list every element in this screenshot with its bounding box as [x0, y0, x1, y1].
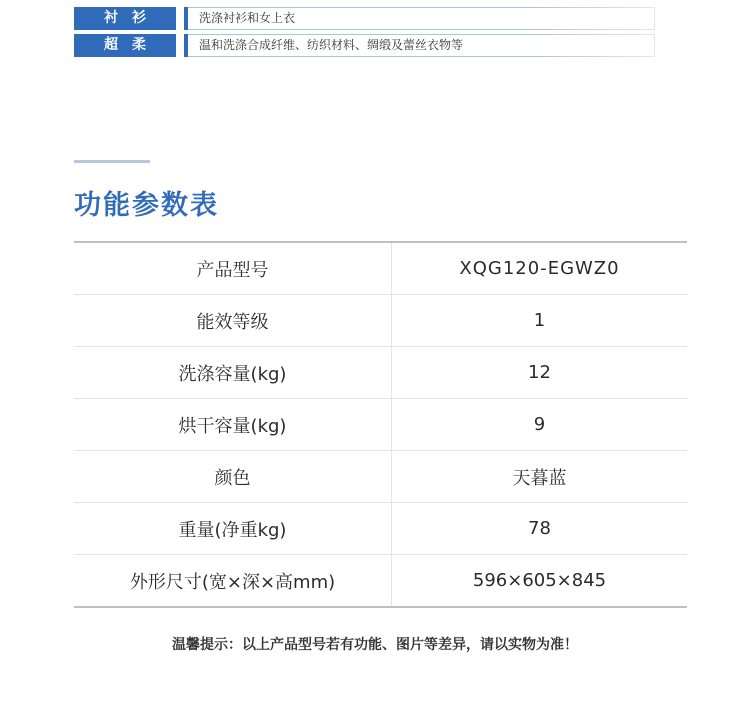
spec-value: 596×605×845 — [472, 570, 607, 591]
spec-label: 产品型号 — [74, 242, 392, 295]
spec-table — [74, 241, 687, 608]
spec-label: 烘干容量(kg) — [74, 399, 392, 451]
table-row — [74, 399, 687, 451]
disclaimer-notice: 温馨提示：以上产品型号若有功能、图片等差异，请以实物为准！ — [172, 637, 578, 653]
row-fade — [526, 7, 736, 30]
wash-mode-description: 温和洗涤合成纤维、纺织材料、绸缎及蕾丝衣物等 — [184, 34, 655, 57]
table-row — [74, 242, 687, 295]
spec-value: 1 — [392, 295, 688, 347]
section-divider — [74, 160, 150, 163]
spec-value: 9 — [392, 399, 688, 451]
wash-mode-name: 超柔 — [74, 34, 176, 57]
spec-label: 外形尺寸(宽×深×高mm) — [74, 555, 392, 608]
spec-label: 重量(净重kg) — [74, 503, 392, 555]
table-row — [74, 295, 687, 347]
wash-mode-description: 洗涤衬衫和女上衣 — [184, 7, 655, 30]
section-title: 功能参数表 — [74, 190, 219, 221]
spec-value: 78 — [392, 503, 688, 555]
table-row — [74, 503, 687, 555]
table-row — [74, 451, 687, 503]
table-row — [74, 555, 687, 608]
spec-value: XQG120-EGWZ0 — [392, 242, 688, 295]
spec-value: 天暮蓝 — [392, 451, 688, 503]
spec-value: 12 — [392, 347, 688, 399]
spec-label: 颜色 — [74, 451, 392, 503]
table-row — [74, 347, 687, 399]
wash-mode-name: 衬衫 — [74, 7, 176, 30]
row-fade — [526, 34, 736, 57]
spec-label: 洗涤容量(kg) — [74, 347, 392, 399]
spec-label: 能效等级 — [74, 295, 392, 347]
